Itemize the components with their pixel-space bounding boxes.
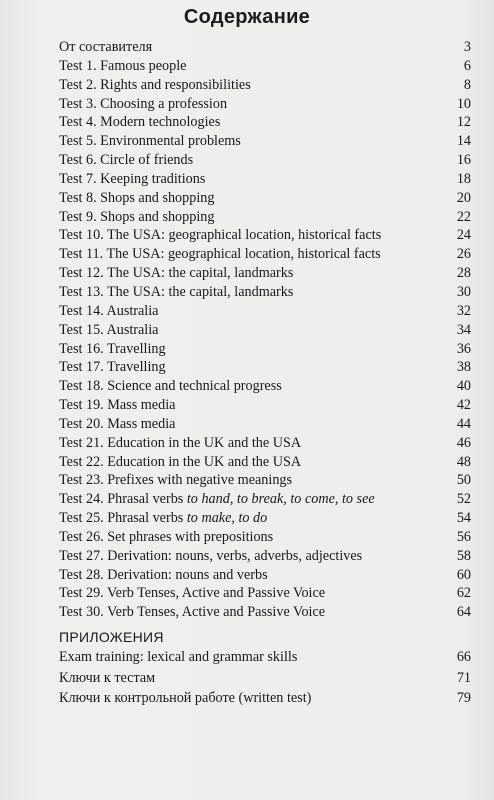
toc-entry <box>59 509 471 528</box>
toc-entry <box>59 584 471 603</box>
toc-entry-label: Test 24. Phrasal verbs to hand, to break, to come, to see <box>59 491 375 508</box>
toc-entry-label: Test 26. Set phrases with prepositions <box>59 528 274 545</box>
toc-entry-label: Test 19. Mass media <box>59 397 176 414</box>
toc-entry <box>59 57 471 76</box>
toc-entry-page: 36 <box>456 340 471 357</box>
toc-entry <box>59 528 471 547</box>
toc-entry-page: 3 <box>463 39 471 55</box>
toc-entry-page: 56 <box>456 528 471 545</box>
toc-entry <box>59 76 471 95</box>
toc-entry <box>59 283 471 302</box>
toc-entry <box>59 434 471 453</box>
toc-entry-page: 12 <box>456 114 471 131</box>
toc-entry-label: Test 3. Choosing a profession <box>59 95 228 112</box>
toc-entry-label: Test 4. Modern technologies <box>59 114 221 131</box>
toc-entry-page: 38 <box>456 359 471 376</box>
toc-entry-page: 18 <box>456 170 471 187</box>
toc-entry <box>59 151 471 170</box>
toc-entry <box>59 321 471 340</box>
toc-entry <box>59 453 471 472</box>
toc-entry-label: Test 21. Education in the UK and the USA <box>59 434 302 451</box>
toc-entry-page: 64 <box>456 604 471 621</box>
toc-entry-label: Test 18. Science and technical progress <box>59 378 282 395</box>
table-of-contents <box>59 38 471 709</box>
toc-entry-page: 44 <box>456 415 471 432</box>
toc-entry <box>59 471 471 490</box>
toc-entry <box>59 358 471 377</box>
toc-entry <box>59 245 471 264</box>
toc-entry-page: 71 <box>456 669 471 686</box>
toc-entry-label: Test 11. The USA: geographical location, historical facts <box>59 246 381 263</box>
toc-entry-label: Test 12. The USA: the capital, landmarks <box>59 265 294 282</box>
toc-entry-label: Test 8. Shops and shopping <box>59 189 215 206</box>
toc-entry <box>59 396 471 415</box>
toc-entry <box>59 208 471 227</box>
toc-entry <box>59 668 471 689</box>
appendix-heading: ПРИЛОЖЕНИЯ <box>59 629 164 646</box>
toc-entry-label: Test 20. Mass media <box>59 415 176 432</box>
toc-entry <box>59 415 471 434</box>
toc-entry <box>59 547 471 566</box>
toc-entry-label: Test 16. Travelling <box>59 340 166 357</box>
toc-entry-label: От составителя <box>59 39 153 55</box>
toc-entry-page: 30 <box>456 283 471 300</box>
toc-entry-page: 16 <box>456 152 471 169</box>
toc-entry-label: Ключи к тестам <box>59 669 156 686</box>
toc-entry-page: 60 <box>456 566 471 583</box>
toc-entry-page: 34 <box>456 321 471 338</box>
toc-entry-page: 8 <box>463 76 471 93</box>
toc-entry-page: 10 <box>456 95 471 112</box>
toc-entry-label: Test 27. Derivation: nouns, verbs, adverbs, adjectives <box>59 547 363 564</box>
toc-entry-page: 20 <box>456 189 471 206</box>
toc-entry <box>59 132 471 151</box>
toc-entry-page: 48 <box>456 453 471 470</box>
toc-entry-page: 24 <box>456 227 471 244</box>
toc-entry-page: 40 <box>456 378 471 395</box>
toc-entry <box>59 189 471 208</box>
toc-entry-label: Test 30. Verb Tenses, Active and Passive Voice <box>59 604 326 621</box>
toc-entry <box>59 302 471 321</box>
toc-entry <box>59 113 471 132</box>
toc-entry-page: 32 <box>456 302 471 319</box>
toc-entry-page: 50 <box>456 472 471 489</box>
toc-entry <box>59 170 471 189</box>
toc-entry-label: Test 17. Travelling <box>59 359 166 376</box>
toc-entry-label: Test 10. The USA: geographical location, historical facts <box>59 227 382 244</box>
toc-entry-page: 58 <box>456 547 471 564</box>
toc-entry <box>59 647 471 668</box>
toc-entry-label: Test 29. Verb Tenses, Active and Passive Voice <box>59 585 326 602</box>
toc-entry-page: 66 <box>456 649 471 666</box>
toc-entry-label: Test 1. Famous people <box>59 57 187 74</box>
toc-entry-page: 79 <box>456 690 471 707</box>
toc-entry <box>59 688 471 709</box>
toc-entry-label: Exam training: lexical and grammar skills <box>59 649 298 666</box>
toc-entry-page: 14 <box>456 133 471 150</box>
toc-entry-page: 54 <box>456 510 471 527</box>
toc-entry-page: 26 <box>456 246 471 263</box>
toc-entry-label: Test 2. Rights and responsibilities <box>59 76 251 93</box>
toc-entry-label: Test 13. The USA: the capital, landmarks <box>59 283 294 300</box>
toc-entry-label: Test 28. Derivation: nouns and verbs <box>59 566 268 583</box>
page-title: Содержание <box>183 6 311 28</box>
toc-entry <box>59 340 471 359</box>
toc-entry-page: 52 <box>456 491 471 508</box>
toc-entry-label: Test 22. Education in the UK and the USA <box>59 453 302 470</box>
toc-main-list <box>59 38 471 622</box>
toc-appendix-list <box>59 647 471 709</box>
toc-entry-label: Test 6. Circle of friends <box>59 152 194 169</box>
toc-entry-label: Test 9. Shops and shopping <box>59 208 215 225</box>
toc-entry <box>59 95 471 114</box>
toc-entry-label: Ключи к контрольной работе (written test) <box>59 690 312 707</box>
toc-entry-label: Test 7. Keeping traditions <box>59 170 206 187</box>
toc-entry-page: 28 <box>456 265 471 282</box>
toc-entry <box>59 38 471 57</box>
toc-entry-page: 22 <box>456 208 471 225</box>
toc-entry-label: Test 14. Australia <box>59 302 159 319</box>
toc-entry <box>59 603 471 622</box>
toc-entry-label: Test 5. Environmental problems <box>59 133 241 150</box>
toc-entry <box>59 566 471 585</box>
toc-entry <box>59 377 471 396</box>
toc-entry-page: 46 <box>456 434 471 451</box>
toc-entry-page: 6 <box>463 57 471 74</box>
toc-entry <box>59 264 471 283</box>
toc-entry-page: 62 <box>456 585 471 602</box>
toc-entry-page: 42 <box>456 397 471 414</box>
toc-entry <box>59 490 471 509</box>
toc-entry <box>59 226 471 245</box>
toc-entry-label: Test 23. Prefixes with negative meanings <box>59 472 293 489</box>
toc-entry-label: Test 15. Australia <box>59 321 159 338</box>
toc-entry-label: Test 25. Phrasal verbs to make, to do <box>59 510 268 527</box>
